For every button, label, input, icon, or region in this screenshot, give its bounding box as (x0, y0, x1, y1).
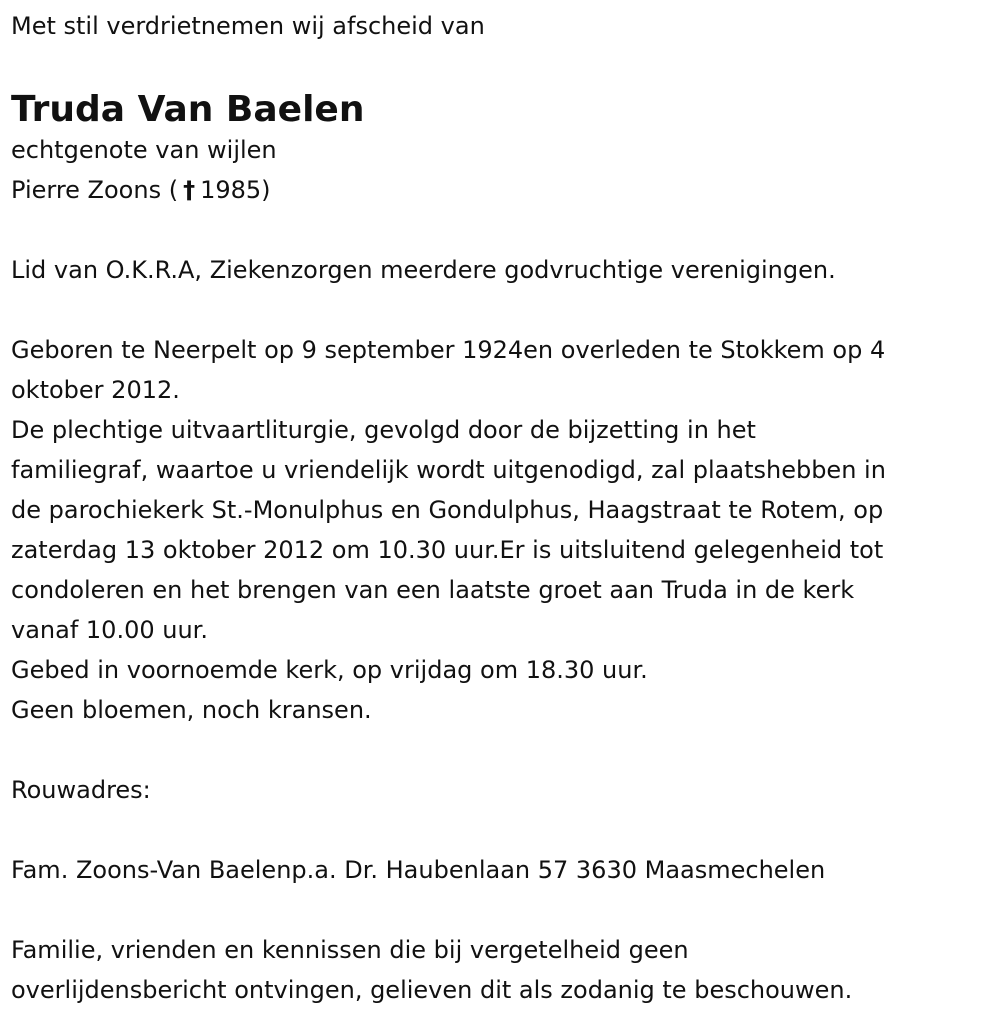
membership-text: Lid van O.K.R.A, Ziekenzorgen meerdere godvruchtige verenigingen. (11, 256, 836, 284)
spacer (11, 290, 986, 330)
spacer (11, 210, 986, 250)
funeral-line: condoleren en het brengen van een laatste groet aan Truda in de kerk (11, 576, 855, 604)
funeral-line: zaterdag 13 oktober 2012 om 10.30 uur.Er is uitsluitend gelegenheid tot (11, 536, 884, 564)
spacer (11, 46, 986, 86)
deceased-name: Truda Van Baelen (11, 89, 365, 130)
spacer (11, 890, 986, 930)
death-notice (11, 6, 986, 1010)
address-label: Rouwadres: (11, 776, 151, 804)
closing-line: overlijdensbericht ontvingen, gelieven dit als zodanig te beschouwen. (11, 976, 853, 1004)
spouse-year: 1985) (200, 176, 271, 204)
spacer (11, 730, 986, 770)
spacer (11, 810, 986, 850)
cross-icon: † (183, 176, 196, 204)
spouse-name: Pierre Zoons ( (11, 176, 179, 204)
no-flowers-text: Geen bloemen, noch kransen. (11, 696, 372, 724)
birth-death-line: Geboren te Neerpelt op 9 september 1924en overleden te Stokkem op 4 (11, 336, 886, 364)
address-text: Fam. Zoons-Van Baelenp.a. Dr. Haubenlaan 57 3630 Maasmechelen (11, 856, 826, 884)
closing-line: Familie, vrienden en kennissen die bij vergetelheid geen (11, 936, 689, 964)
intro-text: Met stil verdrietnemen wij afscheid van (11, 12, 485, 40)
birth-death-line: oktober 2012. (11, 376, 180, 404)
funeral-line: familiegraf, waartoe u vriendelijk wordt uitgenodigd, zal plaatshebben in (11, 456, 886, 484)
spouse-intro: echtgenote van wijlen (11, 136, 277, 164)
funeral-line: vanaf 10.00 uur. (11, 616, 208, 644)
funeral-line: De plechtige uitvaartliturgie, gevolgd door de bijzetting in het (11, 416, 756, 444)
funeral-line: de parochiekerk St.-Monulphus en Gondulphus, Haagstraat te Rotem, op (11, 496, 884, 524)
spouse-line (11, 170, 986, 210)
prayer-text: Gebed in voornoemde kerk, op vrijdag om 18.30 uur. (11, 656, 648, 684)
